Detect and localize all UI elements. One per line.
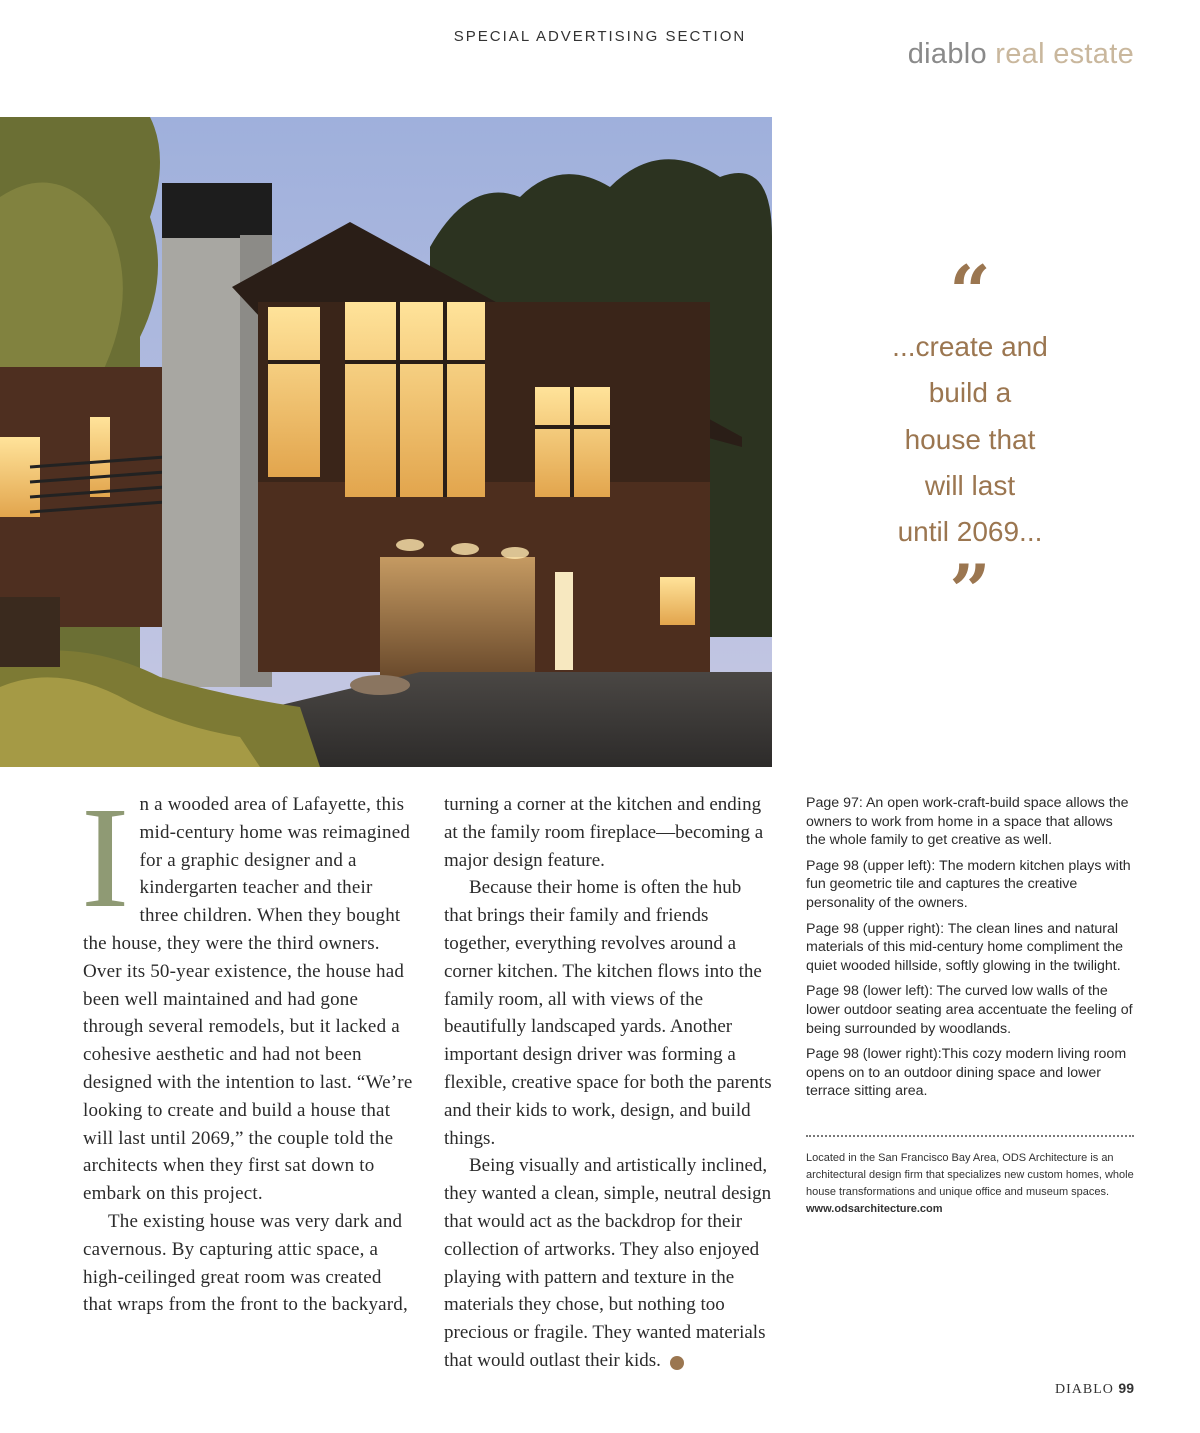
caption: Page 98 (upper right): The clean lines and natural materials of this mid-century home compliment the quiet wooded hillside, softly glowing in the twilight.	[806, 920, 1123, 974]
page-number: 99	[1118, 1380, 1134, 1396]
article-column-1	[81, 778, 413, 1319]
pull-quote	[870, 249, 1070, 634]
caption: Page 98 (lower left): The curved low walls of the lower outdoor seating area accentuate the feeling of being surrounded by woodlands.	[806, 983, 1133, 1037]
drop-cap: I	[81, 778, 130, 938]
pull-quote-line: house that	[904, 423, 1036, 455]
article-paragraph: turning a corner at the kitchen and ending at the family room fireplace—becoming a major design feature.	[444, 794, 764, 871]
pull-quote-text	[870, 324, 1070, 555]
brand-logo	[908, 38, 1134, 71]
about-text: Located in the San Francisco Bay Area, ODS Architecture is an architectural design firm that specializes new custom homes, whole house transformations and unique office and museum spaces.	[806, 1152, 1134, 1198]
page-footer	[1055, 1380, 1134, 1398]
end-mark-icon: d	[670, 1356, 684, 1370]
about-firm	[806, 1150, 1136, 1218]
open-quote-icon: “	[949, 249, 991, 334]
article-paragraph	[81, 778, 413, 1208]
house-photo	[0, 117, 772, 767]
dotted-divider	[806, 1135, 1134, 1137]
section-label: SPECIAL ADVERTISING SECTION	[453, 28, 747, 45]
close-quote-icon: ”	[949, 548, 991, 634]
photo-captions	[806, 794, 1136, 1108]
brand-word-diablo: diablo	[907, 38, 987, 70]
article-paragraph	[444, 1152, 774, 1374]
caption: Page 97: An open work-craft-build space allows the owners to work from home in a space that allows the whole family to get creative as well.	[806, 795, 1129, 849]
magazine-name: DIABLO	[1055, 1382, 1114, 1397]
pull-quote-line: build a	[928, 377, 1012, 409]
article-paragraph: The existing house was very dark and cavernous. By capturing attic space, a high-ceilinged great room was created that wraps from the front to the backyard,	[83, 1210, 408, 1316]
caption: Page 98 (upper left): The modern kitchen plays with fun geometric tile and captures the creative personality of the owners.	[806, 857, 1131, 911]
article-column-2	[444, 791, 774, 1375]
article-paragraph-text: Being visually and artistically inclined, they wanted a clean, simple, neutral design that would act as the backdrop for their collection of artworks. They also enjoyed playing with pattern and texture in the materials they chose, but nothing too precious or fragile. They wanted materials that would outlast their kids.	[444, 1155, 772, 1371]
pull-quote-line: until 2069...	[897, 516, 1043, 548]
article-paragraph: Because their home is often the hub that brings their family and friends together, everything revolves around a corner kitchen. The kitchen flows into the family room, all with views of the beautifully landscaped yards. Another important design driver was forming a flexible, creative space for both the parents and their kids to work, design, and build things.	[444, 877, 772, 1149]
pull-quote-line: ...create and	[892, 331, 1048, 362]
firm-website-link[interactable]: www.odsarchitecture.com	[806, 1203, 943, 1215]
caption: Page 98 (lower right):This cozy modern living room opens on to an outdoor dining space and lower terrace sitting area.	[806, 1046, 1127, 1100]
brand-word-real-estate: real estate	[995, 38, 1134, 70]
pull-quote-line: will last	[924, 469, 1016, 501]
article-paragraph-text: n a wooded area of Lafayette, this mid-century home was reimagined for a graphic designer and a kindergarten teacher and their three children. When they bought the house, they were the third owners. Over its 50-year existence, the house had been well maintained and had gone through several remodels, but it lacked a cohesive aesthetic and had not been designed with the intention to last. “We’re looking to create and build a house that will last until 2069,” the couple told the architects when they first sat down to embark on this project.	[83, 794, 413, 1205]
